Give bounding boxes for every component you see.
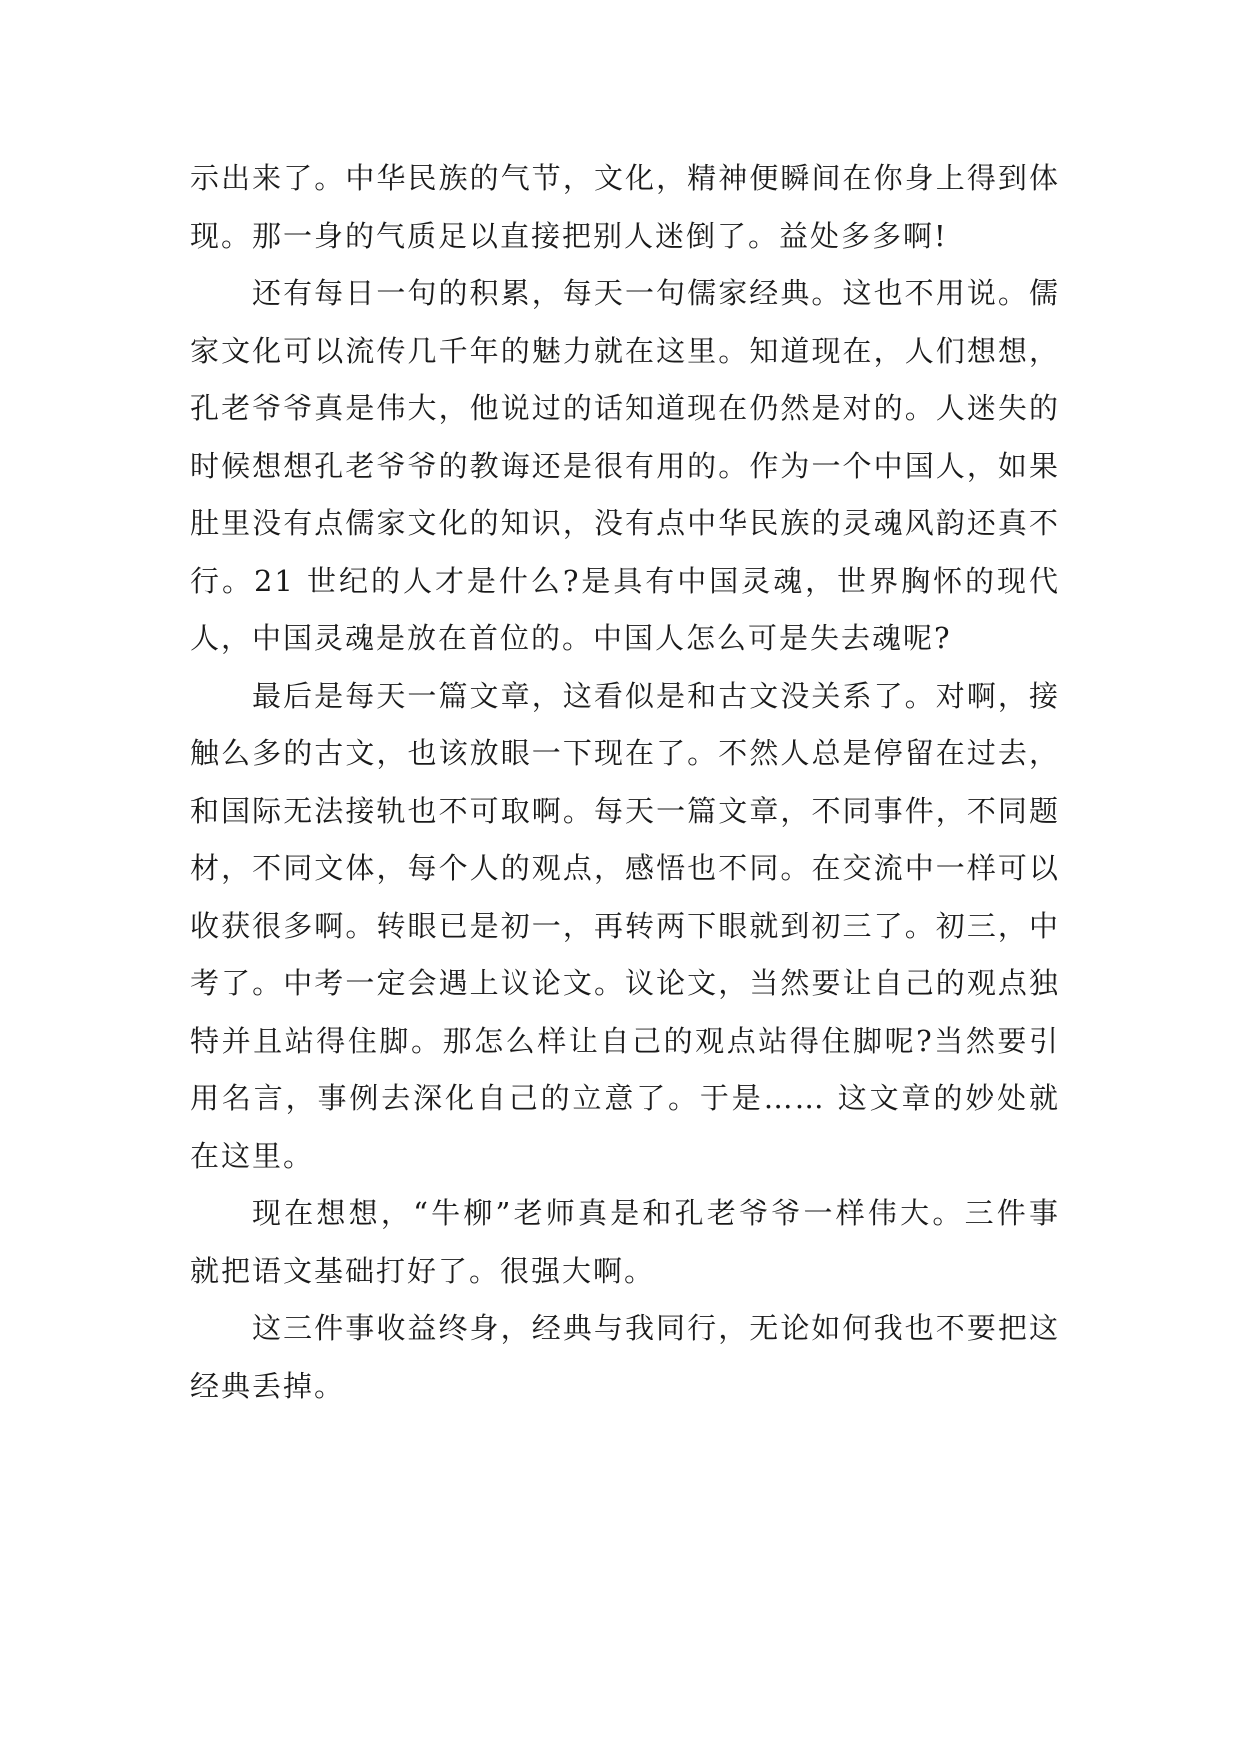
paragraph-5: 这三件事收益终身，经典与我同行，无论如何我也不要把这经典丢掉。 — [190, 1311, 1060, 1403]
paragraph-3: 最后是每天一篇文章，这看似是和古文没关系了。对啊，接触么多的古文，也该放眼一下现在了。不然人总是停留在过去，和国际无法接轨也不可取啊。每天一篇文章，不同事件，不同题材，不同文体，每个人的观点，感悟也不同。在交流中一样可以收获很多啊。转眼已是初一，再转两下眼就到初三了。初三，中考了。中考一定会遇上议论文。议论文，当然要让自己的观点独特并且站得住脚。那怎么样让自己的观点站得住脚呢?当然要引用名言，事例去深化自己的立意了。于是…… 这文章的妙处就在这里。 — [190, 678, 1060, 1173]
paragraph-2: 还有每日一句的积累，每天一句儒家经典。这也不用说。儒家文化可以流传几千年的魅力就在这里。知道现在，人们想想，孔老爷爷真是伟大，他说过的话知道现在仍然是对的。人迷失的时候想想孔老爷爷的教诲还是很有用的。作为一个中国人，如果肚里没有点儒家文化的知识，没有点中华民族的灵魂风韵还真不行。21 世纪的人才是什么?是具有中国灵魂，世界胸怀的现代人，中国灵魂是放在首位的。中国人怎么可是失去魂呢? — [190, 276, 1060, 655]
document-body — [190, 150, 1060, 1415]
paragraph-4: 现在想想，“牛柳”老师真是和孔老爷爷一样伟大。三件事就把语文基础打好了。很强大啊。 — [190, 1196, 1060, 1288]
paragraph-1: 示出来了。中华民族的气节，文化，精神便瞬间在你身上得到体现。那一身的气质足以直接把别人迷倒了。益处多多啊! — [190, 161, 1060, 253]
